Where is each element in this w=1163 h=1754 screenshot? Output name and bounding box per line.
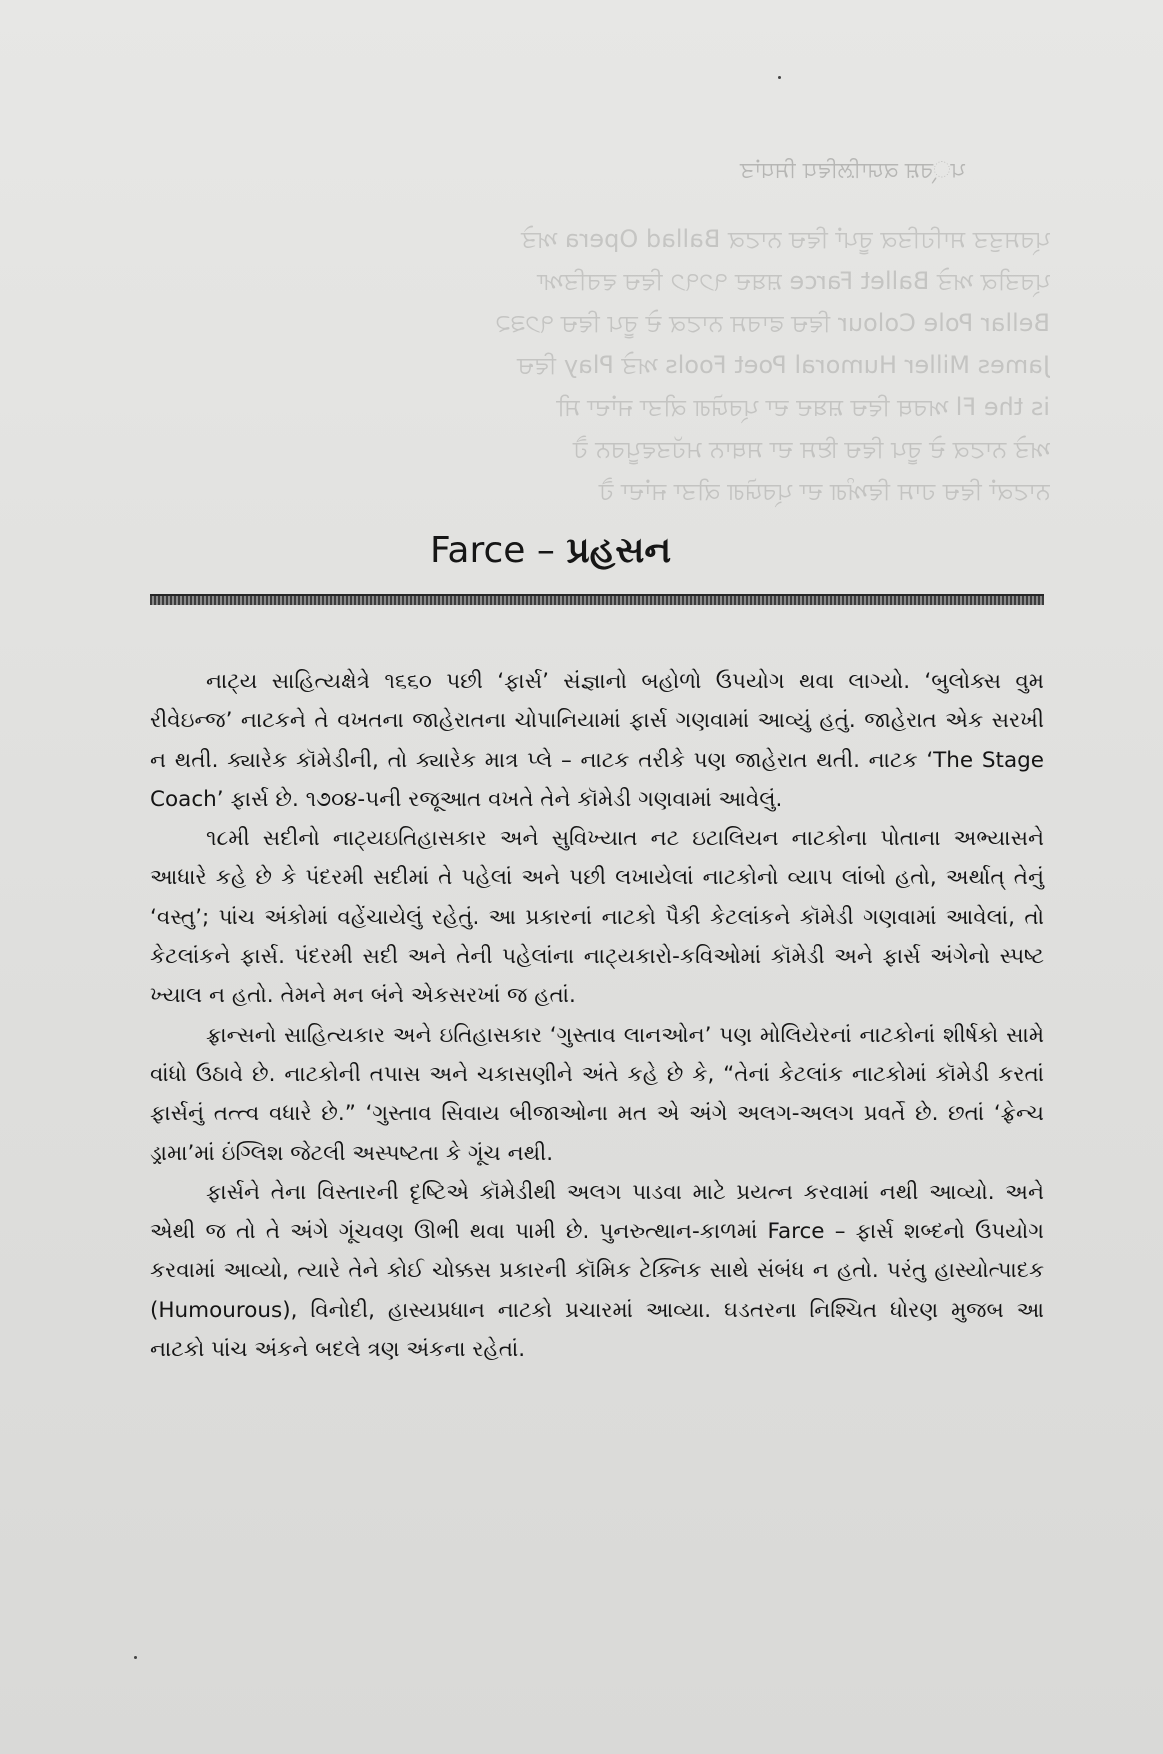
bleed-through-line: ਨਾਟਕਾਂ ਵਿਚ ਹਾਸ ਵਿਅੰਗ ਦਾ ਪ੍ਰਯੋਗ ਕੀਤਾ ਜਾਂਦਾ ਹੈ <box>598 477 1050 505</box>
bleed-through-line: Bellar Pole Colour ਵਿਚ ਫਾਰਸ ਨਾਟਕ ਦੇ ਰੂਪ ਵਿਚ ੧੭੩੨ <box>495 309 1050 337</box>
body-text <box>150 662 1044 1369</box>
title-rule <box>150 594 1044 605</box>
paper-speck <box>134 1656 137 1659</box>
bleed-through-line: ਪ੍ਰਸਤੁਤ ਸਾਹਿਤਿਕ ਰੂਪਾਂ ਵਿਚ ਨਾਟਕ Ballad Opera ਅਤੇ <box>521 225 1050 253</box>
paragraph: ફાર્સને તેના વિસ્તારની દૃષ્ટિએ કૉમેડીથી અલગ પાડવા માટે પ્રયત્ન કરવામાં નથી આવ્યો. અને એથી જ તો તે અંગે ગૂંચવણ ઊભી થવા પામી છે. પુનરુત્થાન-કાળમાં Farce – ફાર્સ શબ્દનો ઉપયોગ કરવામાં આવ્યો, ત્યારે તેને કોઈ ચોક્કસ પ્રકારની કૉમિક ટેક્નિક સાથે સંબંધ ન હતો. પરંતુ હાસ્યોત્પાદક (Humourous), વિનોદી, હાસ્યપ્રધાન નાટકો પ્રચારમાં આવ્યા. ઘડતરના નિશ્ચિત ધોરણ મુજબ આ નાટકો પાંચ અંકને બદલે ત્રણ અંકના રહેતાં. <box>150 1179 1044 1363</box>
paragraph: ફ્રાન્સનો સાહિત્યકાર અને ઇતિહાસકાર ‘ગુસ્તાવ લાનઓન’ પણ મોલિયેરનાં નાટકોનાં શીર્ષકો સામે વાંધો ઉઠાવે છે. નાટકોની તપાસ અને ચકાસણીને અંતે કહે છે કે, “તેનાં કેટલાંક નાટકોમાં કૉમેડી કરતાં ફાર્સનું તત્ત્વ વધારે છે.” ‘ગુસ્તાવ સિવાય બીજાઓના મત એ અંગે અલગ-અલગ પ્રવર્તે છે. છતાં ‘ફ્રેન્ચ ડ્રામા’માં ઇંગ્લિશ જેટલી અસ્પષ્ટતા કે ગૂંચ નથી. <box>150 1022 1044 1166</box>
paper-speck <box>778 76 781 79</box>
title-english: Farce <box>430 530 526 571</box>
paragraph: ૧૮મી સદીનો નાટ્યઇતિહાસકાર અને સુવિખ્યાત નટ ઇટાલિયન નાટકોના પોતાના અભ્યાસને આધારે કહે છે કે પંદરમી સદીમાં તે પહેલાં અને પછી લખાયેલાં નાટકોનો વ્યાપ લાંબો હતો, અર્થાત્ તેનું ‘વસ્તુ’; પાંચ અંકોમાં વહેંચાયેલું રહેતું. આ પ્રકારનાં નાટકો પૈકી કેટલાંકને કૉમેડી ગણવામાં આવેલાં, તો કેટલાંકને ફાર્સ. પંદરમી સદી અને તેની પહેલાંના નાટ્યકારો-કવિઓમાં કૉમેડી અને ફાર્સ અંગેનો સ્પષ્ટ ખ્યાલ ન હતો. તેમને મન બંને એકસરખાં જ હતાં. <box>150 826 1044 1009</box>
page-title <box>430 530 671 572</box>
bleed-through-line: is the Fl ਅਰਥ ਵਿਚ ਸ਼ਬਦ ਦਾ ਪ੍ਰਯੋਗ ਕੀਤਾ ਜਾਂਦਾ ਸੀ <box>556 393 1050 421</box>
bleed-through-line: ਪ੍ਰਤੀਕ ਅਤੇ Ballet Farce ਸ਼ਬਦ ੧੭੧੭ ਵਿਚ ਵਰਤਿਆ <box>537 267 1050 295</box>
title-dash: – <box>525 530 567 571</box>
bleed-through-line: James Miller Humoral Poet Fools ਅਤੇ Play ਵਿਚ <box>517 351 1050 379</box>
bleed-through-line: ਅਤੇ ਨਾਟਕ ਦੇ ਰੂਪ ਵਿਚ ਇਸ ਦਾ ਸਥਾਨ ਮਹੱਤਵਪੂਰਨ ਹੈ <box>572 435 1050 463</box>
paragraph: નાટ્ય સાહિત્યક્ષેત્રે ૧૬૬૦ પછી ‘ફાર્સ’ સંજ્ઞાનો બહોળો ઉપયોગ થવા લાગ્યો. ‘બુલોક્સ વુમ રીવેઇન્જ’ નાટકને તે વખતના જાહેરાતના ચોપાનિયામાં ફાર્સ ગણવામાં આવ્યું હતું. જાહેરાત એક સરખી ન થતી. ક્યારેક કૉમેડીની, તો ક્યારેક માત્ર પ્લે – નાટક તરીકે પણ જાહેરાત થતી. નાટક ‘The Stage Coach’ ફાર્સ છે. ૧૭૦૪-૫ની રજૂઆત વખતે તેને કૉમેડી ગણવામાં આવેલું. <box>150 669 1044 812</box>
title-gujarati: પ્રહસન <box>566 530 672 571</box>
bleed-through-header: ਪ્ਰਸ਼ ਕਯਾਲ਼ਿਵਿਧ ਸਿਧਾਂਤ <box>740 158 965 183</box>
